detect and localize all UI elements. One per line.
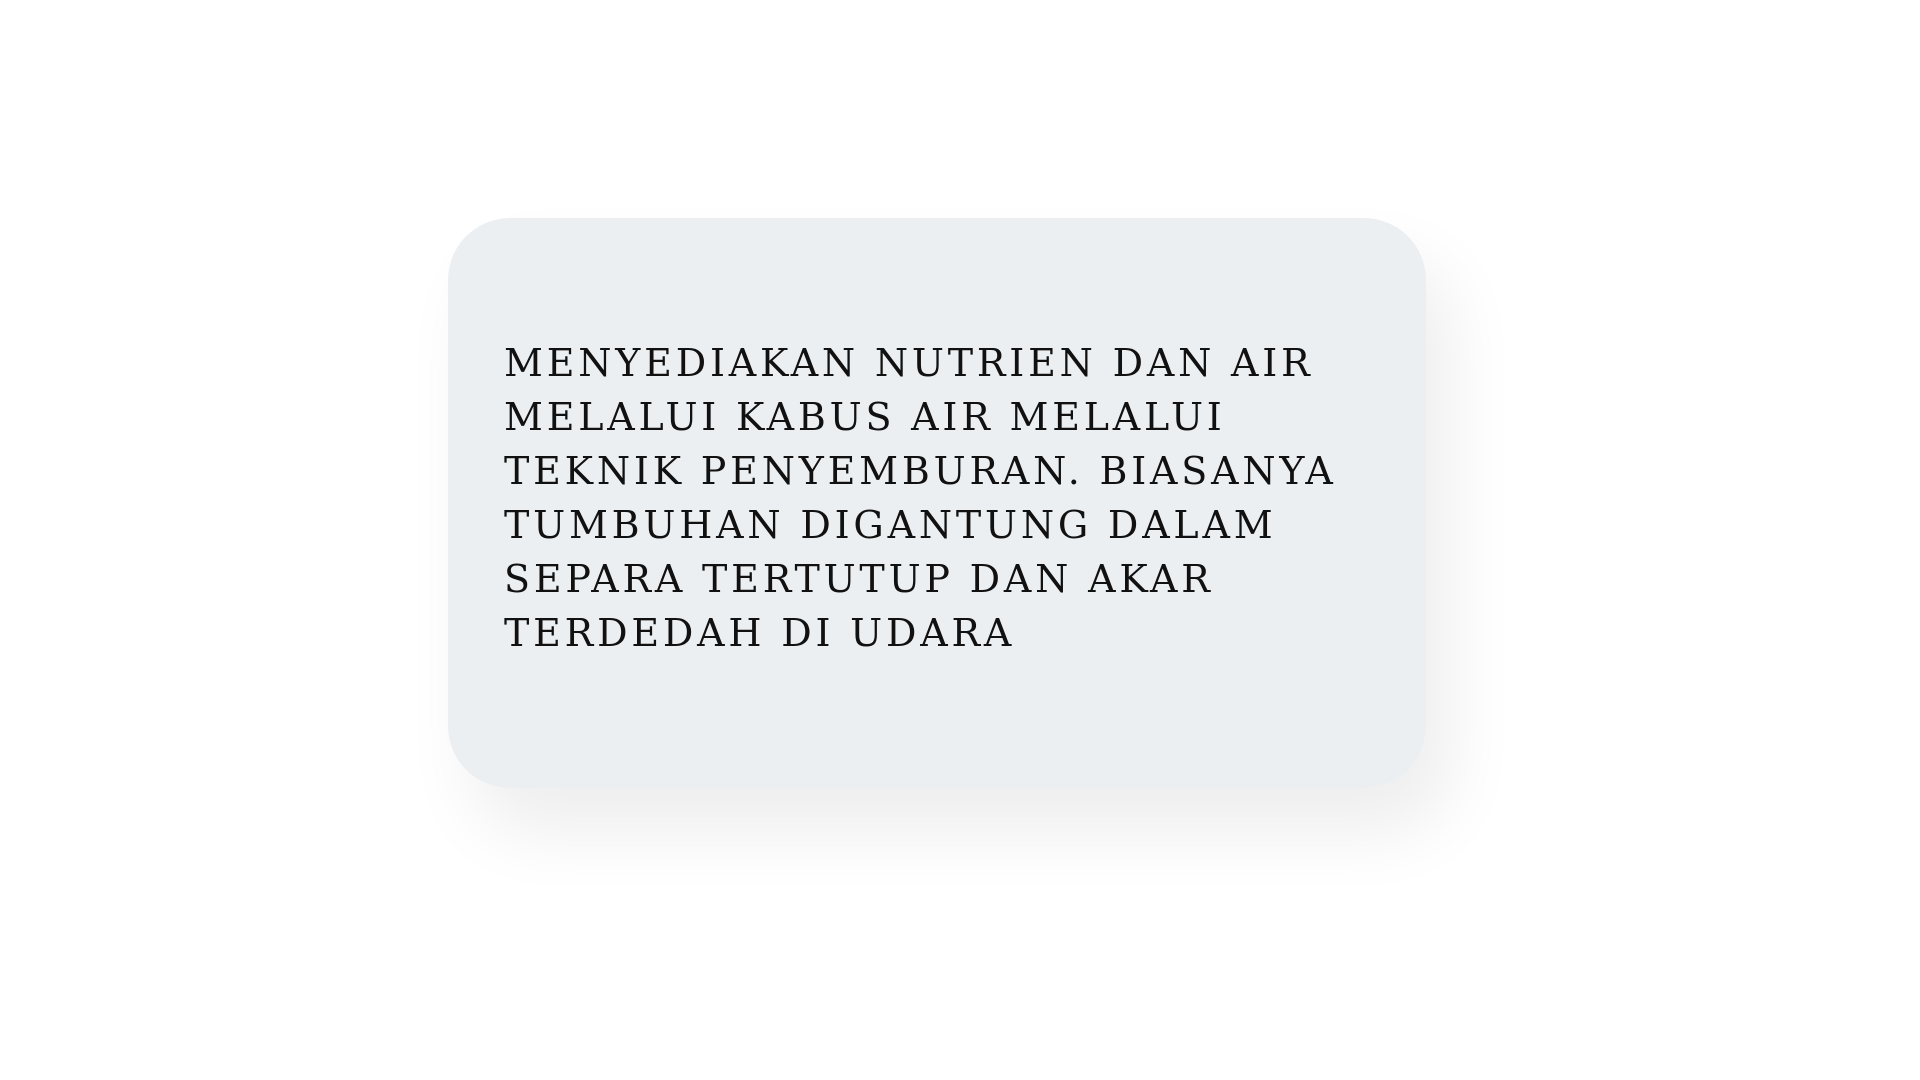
card-description: MENYEDIAKAN NUTRIEN DAN AIR MELALUI KABUS AIR MELALUI TEKNIK PENYEMBURAN. BIASANYA TUMBUHAN DIGANTUNG DALAM SEPARA TERTUTUP DAN AKAR TERDEDAH DI UDARA [504, 341, 1337, 655]
info-card [448, 218, 1426, 788]
